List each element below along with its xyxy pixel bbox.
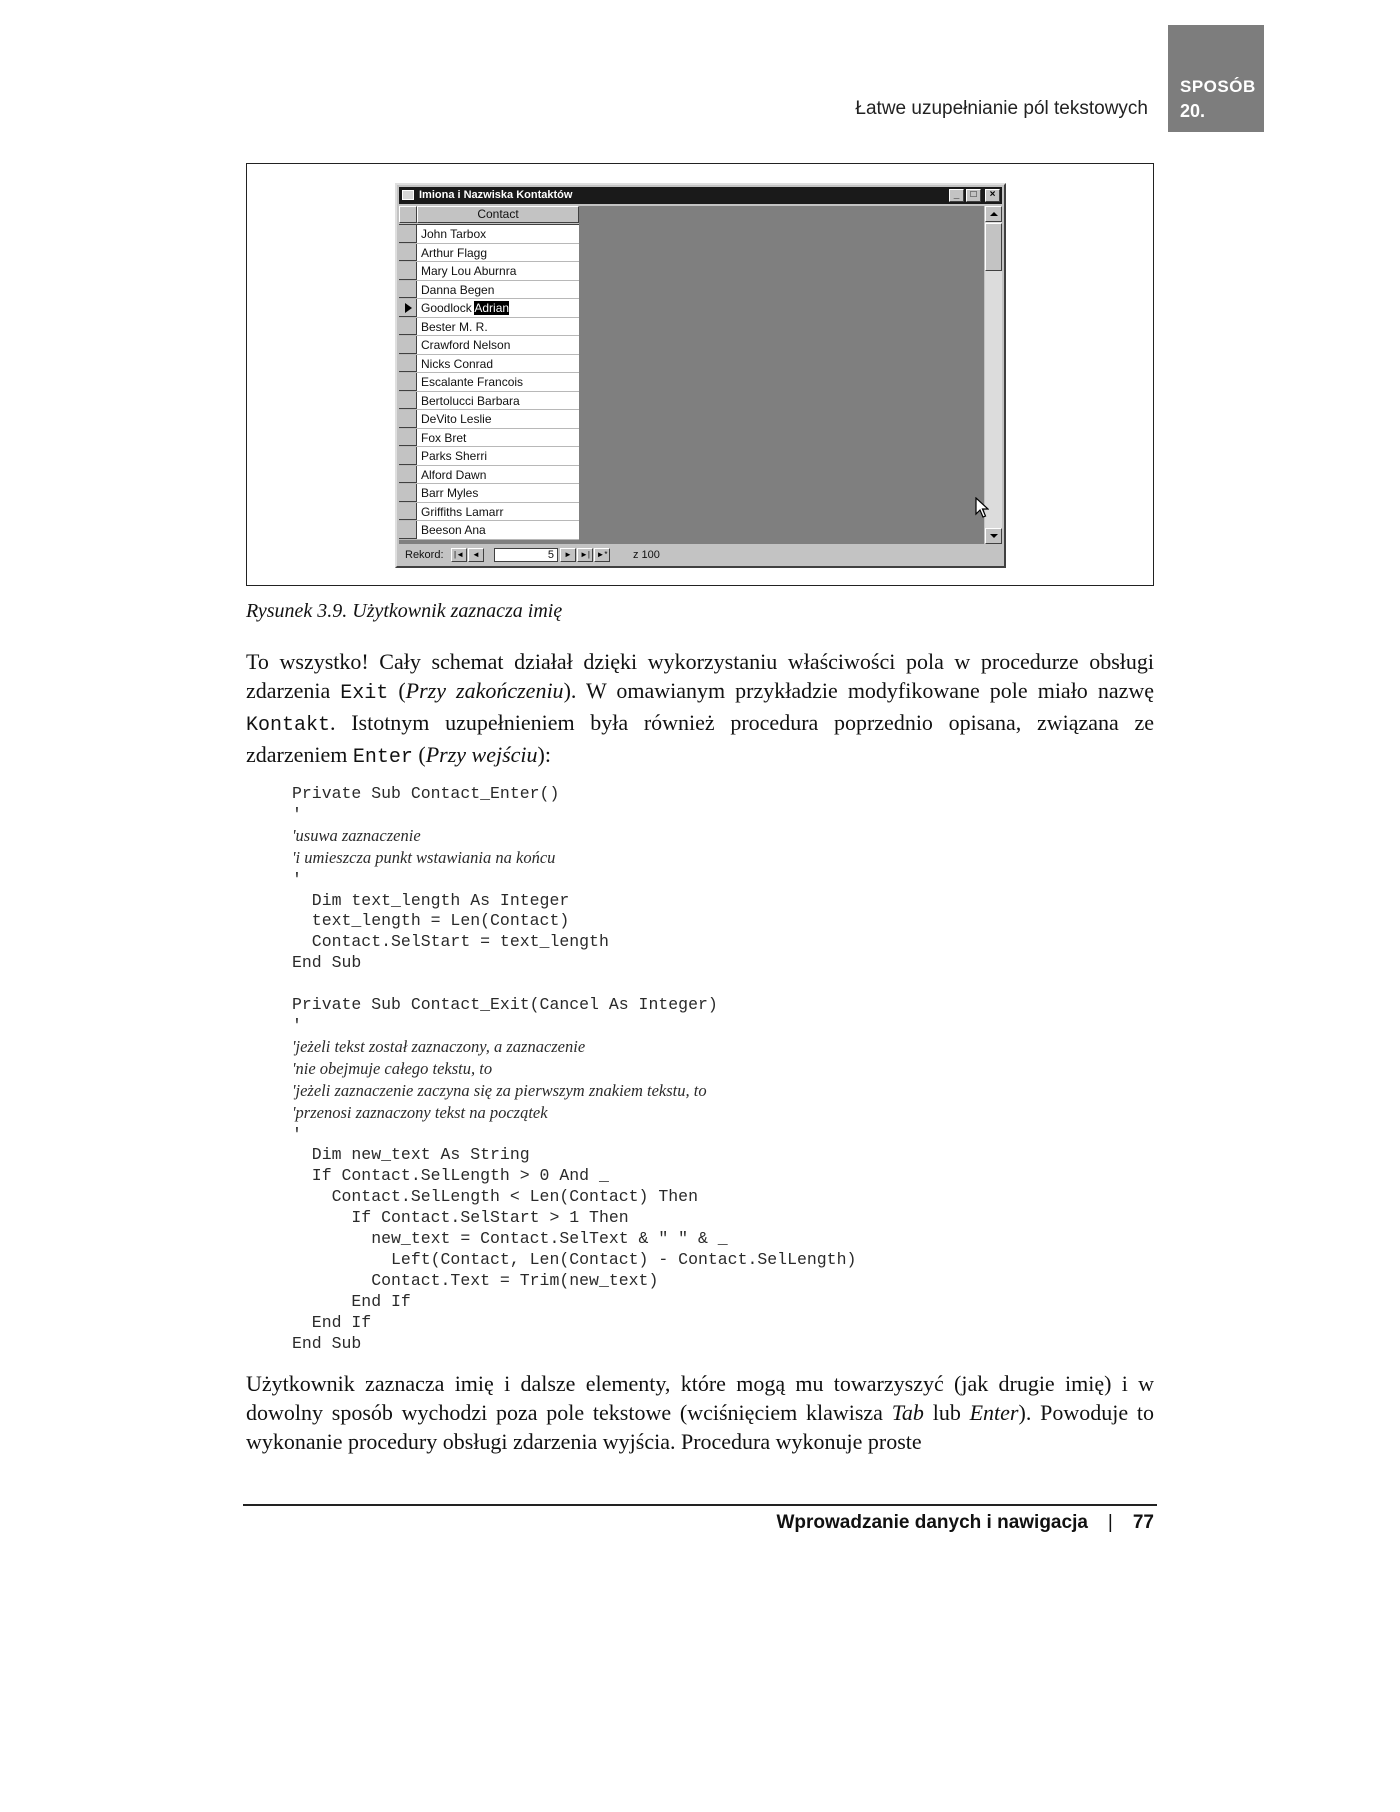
text-run: To wszystko! Cały schemat działał dzięki wykorzystaniu właściwości pola w procedurze obsługi zdarzenia	[246, 649, 1154, 703]
row-selector[interactable]	[399, 429, 417, 447]
code-line: text_length = Len(Contact)	[292, 911, 570, 931]
inline-code-exit: Exit	[340, 682, 389, 705]
table-row[interactable]	[399, 447, 579, 466]
datasheet-grid	[399, 206, 579, 540]
code-comment: 'przenosi zaznaczony tekst na początek	[292, 1102, 548, 1122]
contact-name: Griffiths Lamarr	[421, 504, 504, 519]
code-line: Left(Contact, Len(Contact) - Contact.SelLength)	[292, 1249, 857, 1269]
code-line: new_text = Contact.SelText & " " & _	[292, 1229, 728, 1249]
select-all-box[interactable]	[399, 206, 417, 223]
row-selector[interactable]	[399, 262, 417, 280]
table-row[interactable]	[399, 355, 579, 374]
table-row[interactable]	[399, 503, 579, 522]
contact-cell[interactable]	[421, 467, 486, 483]
form-icon[interactable]	[402, 190, 414, 200]
contact-cell[interactable]	[421, 300, 509, 316]
column-header-contact[interactable]: Contact	[417, 206, 579, 223]
table-row[interactable]	[399, 373, 579, 392]
text-run: . Istotnym uzupełnieniem była również procedura poprzednio opisana, związana ze zdarzeniem	[246, 710, 1154, 767]
table-row[interactable]	[399, 281, 579, 300]
code-comment: 'usuwa zaznaczenie	[292, 825, 421, 845]
running-header-title: Łatwe uzupełnianie pól tekstowych	[855, 98, 1148, 119]
code-line: If Contact.SelLength > 0 And _	[292, 1166, 609, 1186]
record-number-input[interactable]: 5	[494, 548, 558, 562]
selected-text-highlight: Adrian	[474, 301, 510, 315]
table-row[interactable]	[399, 318, 579, 337]
contact-cell[interactable]	[421, 485, 478, 501]
code-line: '	[292, 1124, 302, 1144]
contact-name: Escalante Francois	[421, 375, 524, 389]
record-label: Rekord:	[405, 549, 444, 561]
row-selector[interactable]	[399, 466, 417, 484]
row-selector[interactable]	[399, 521, 417, 539]
table-row[interactable]	[399, 244, 579, 263]
figure-caption: Rysunek 3.9. Użytkownik zaznacza imię	[246, 600, 563, 622]
first-record-button[interactable]: |◄	[451, 548, 467, 562]
code-listing	[292, 784, 856, 1354]
contact-cell[interactable]	[421, 430, 466, 446]
row-selector[interactable]	[399, 318, 417, 336]
contact-name: Crawford Nelson	[421, 338, 511, 352]
mouse-pointer-icon	[975, 497, 989, 519]
row-selector[interactable]	[399, 225, 417, 243]
italic-term: Enter	[969, 1400, 1019, 1425]
record-total: z 100	[633, 549, 660, 561]
window-title: Imiona i Nazwiska Kontaktów	[419, 189, 573, 201]
contact-name: Bester M. R.	[421, 319, 488, 334]
row-selector[interactable]	[399, 392, 417, 410]
code-line: End If	[292, 1312, 372, 1332]
page-number: 77	[1132, 1512, 1154, 1533]
code-comment: 'i umieszcza punkt wstawiania na końcu	[292, 847, 556, 867]
contact-name: Nicks Conrad	[421, 356, 494, 371]
datasheet-area	[399, 206, 984, 544]
contact-cell[interactable]	[421, 263, 516, 279]
italic-term: Przy zakończeniu	[405, 678, 564, 703]
contact-name: John Tarbox	[421, 227, 487, 241]
row-selector[interactable]	[399, 503, 417, 521]
table-row[interactable]	[399, 336, 579, 355]
code-line: '	[292, 804, 302, 824]
footer-section-title: Wprowadzanie danych i nawigacja	[776, 1512, 1088, 1533]
table-row[interactable]	[399, 466, 579, 485]
close-button[interactable]: ×	[985, 189, 1000, 202]
chapter-tab	[1168, 25, 1264, 132]
table-row[interactable]	[399, 262, 579, 281]
contact-cell[interactable]	[421, 411, 492, 427]
contact-cell[interactable]	[421, 319, 488, 335]
contact-name: Beeson Ana	[421, 523, 486, 537]
record-navigator	[399, 546, 984, 564]
row-selector[interactable]	[399, 355, 417, 373]
inline-code-kontakt: Kontakt	[246, 714, 331, 737]
code-comment: 'nie obejmuje całego tekstu, to	[292, 1058, 493, 1078]
code-line: Private Sub Contact_Exit(Cancel As Integer)	[292, 995, 718, 1015]
code-line: End Sub	[292, 953, 362, 973]
contact-name: Mary Lou Aburnra	[421, 264, 517, 278]
table-row[interactable]	[399, 392, 579, 411]
text-run: Użytkownik zaznacza imię i dalsze elementy, które mogą mu towarzyszyć (jak drugie imię) i w dowolny sposób wychodzi poza pole tekstowe (wciśnięciem klawisza	[246, 1371, 1154, 1425]
table-row[interactable]	[399, 410, 579, 429]
row-selector[interactable]	[399, 281, 417, 299]
italic-term: Przy wejściu	[425, 742, 538, 767]
row-selector[interactable]	[399, 410, 417, 428]
code-line: Contact.SelStart = text_length	[292, 932, 609, 952]
table-row[interactable]	[399, 484, 579, 503]
contact-cell[interactable]	[421, 226, 486, 242]
code-line: End If	[292, 1291, 411, 1311]
code-line: If Contact.SelStart > 1 Then	[292, 1208, 629, 1228]
contact-name: Danna Begen	[421, 282, 495, 297]
contact-cell[interactable]	[421, 522, 486, 538]
new-record-button[interactable]: ►*	[594, 548, 610, 562]
body-paragraph-2	[246, 1369, 1154, 1456]
column-header-row	[399, 206, 579, 225]
previous-record-button[interactable]: ◄	[468, 548, 484, 562]
row-selector[interactable]	[399, 373, 417, 391]
scroll-up-icon[interactable]	[985, 206, 1002, 222]
tab-label: SPOSÓB	[1180, 77, 1256, 96]
contact-name: Parks Sherri	[421, 449, 488, 463]
row-selector[interactable]	[399, 447, 417, 465]
text-run: ). W omawianym przykładzie modyfikowane pole miało nazwę	[563, 678, 1155, 703]
minimize-button[interactable]: _	[949, 189, 964, 202]
row-selector[interactable]	[399, 484, 417, 502]
text-run: ):	[537, 742, 551, 767]
table-row[interactable]	[399, 521, 579, 540]
code-line: '	[292, 869, 302, 889]
code-line: End Sub	[292, 1333, 362, 1353]
contact-name: Bertolucci Barbara	[421, 393, 520, 408]
contact-name: DeVito Leslie	[421, 412, 492, 426]
window-titlebar[interactable]	[399, 187, 1002, 204]
table-row[interactable]	[399, 429, 579, 448]
row-selector[interactable]	[399, 244, 417, 262]
contact-cell[interactable]	[421, 393, 520, 409]
contact-name: Arthur Flagg	[421, 245, 488, 260]
contact-name: Barr Myles	[421, 486, 479, 500]
code-comment: 'jeżeli zaznaczenie zaczyna się za pierwszym znakiem tekstu, to	[292, 1080, 707, 1100]
next-record-button[interactable]: ►	[560, 548, 576, 562]
text-run: (	[388, 678, 406, 703]
scroll-thumb[interactable]	[985, 223, 1002, 271]
code-line: Contact.Text = Trim(new_text)	[292, 1270, 659, 1290]
maximize-button[interactable]: □	[966, 189, 981, 202]
text-run: ). Powoduje to wykonanie procedury obsługi zdarzenia wyjścia. Procedura wykonuje proste	[246, 1400, 1154, 1454]
contact-name: Alford Dawn	[421, 467, 487, 482]
contact-cell[interactable]	[421, 374, 523, 390]
vertical-scrollbar[interactable]	[985, 206, 1002, 544]
tab-number: 20.	[1180, 101, 1206, 121]
row-selector[interactable]	[399, 336, 417, 354]
last-record-button[interactable]: ►|	[577, 548, 593, 562]
scroll-down-icon[interactable]	[985, 528, 1002, 544]
contact-cell[interactable]	[421, 448, 487, 464]
contact-cell[interactable]	[421, 356, 493, 372]
code-line: '	[292, 1015, 302, 1035]
contact-cell[interactable]	[421, 282, 494, 298]
code-line: Dim new_text As String	[292, 1145, 530, 1165]
contact-cell[interactable]	[421, 337, 510, 353]
body-paragraph-1	[246, 647, 1154, 772]
text-run: lub	[923, 1400, 970, 1425]
inline-code-enter: Enter	[352, 746, 413, 769]
footer-separator: |	[1107, 1512, 1113, 1533]
text-run: (	[412, 742, 426, 767]
current-record-indicator-icon[interactable]	[399, 299, 417, 317]
contact-cell[interactable]	[421, 245, 487, 261]
code-line: Private Sub Contact_Enter()	[292, 784, 560, 803]
contact-name: Fox Bret	[421, 430, 467, 445]
footer-rule	[243, 1504, 1157, 1506]
access-datasheet-window	[395, 183, 1006, 568]
contact-name: Goodlock	[421, 301, 475, 315]
contact-cell[interactable]	[421, 504, 503, 520]
code-comment: 'jeżeli tekst został zaznaczony, a zaznaczenie	[292, 1036, 586, 1056]
italic-term: Tab	[891, 1400, 924, 1425]
table-row[interactable]	[399, 299, 579, 318]
table-row[interactable]	[399, 225, 579, 244]
code-line: Dim text_length As Integer	[292, 890, 570, 910]
code-line: Contact.SelLength < Len(Contact) Then	[292, 1187, 698, 1207]
page-footer	[776, 1512, 1154, 1534]
